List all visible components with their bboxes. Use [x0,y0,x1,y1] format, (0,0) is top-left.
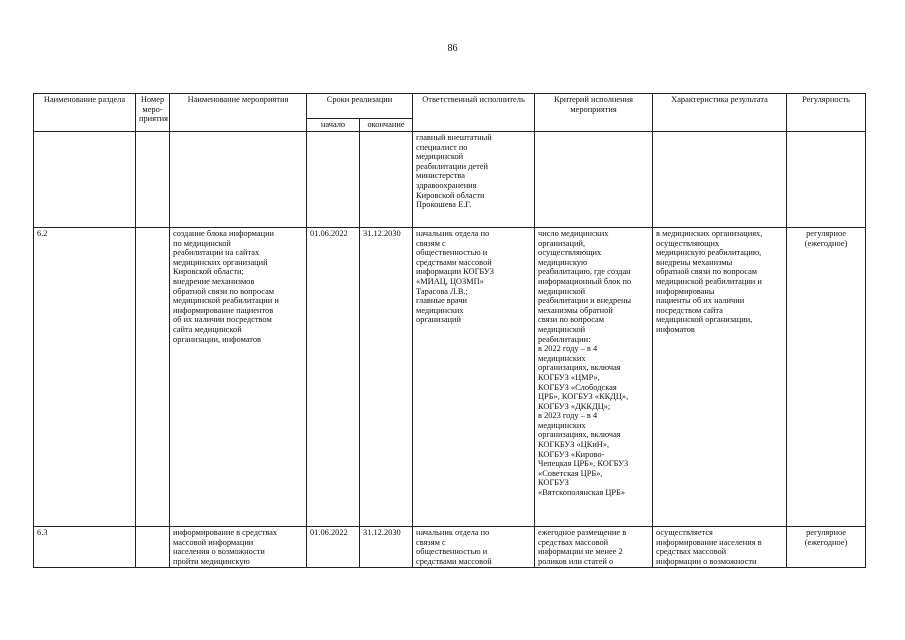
cell-section: 6.3 [34,527,136,568]
cell-start: 01.06.2022 [307,228,360,527]
cell-criterion: ежегодное размещение в средствах массовой информации не менее 2 роликов или статей о [535,527,653,568]
events-table [33,93,866,568]
header-event-name: Наименование мероприятия [170,94,307,132]
header-terms: Сроки реализации [307,94,413,119]
cell-event-name: создание блока информации по медицинской реабилитации на сайтах медицинских организаций Кировской области; внедрение механизмов обратной связи по вопросам медицинской реабилитации и информирование пациентов об их наличии посредством сайта медицинской организации, инфоматов [170,228,307,527]
header-start: начало [307,119,360,132]
cell-criterion [535,132,653,228]
cell-event-name [170,132,307,228]
cell-result: в медицинских организациях, осуществляющих медицинскую реабилитацию, внедрены механизмы обратной связи по вопросам медицинской реабилитации и информированы пациенты об их наличии посредством сайта медицинской организации, инфоматов [653,228,787,527]
cell-number [136,527,170,568]
cell-regularity: регулярное (ежегодное) [787,228,866,527]
cell-regularity [787,132,866,228]
cell-responsible: главный внештатный специалист по медицинской реабилитации детей министерства здравоохранения Кировской области Прокошева Е.Г. [413,132,535,228]
cell-result: осуществляется информирование населения в средствах массовой информации о возможности [653,527,787,568]
cell-event-name: информирование в средствах массовой информации населения о возможности пройти медицинскую [170,527,307,568]
header-end: окончание [360,119,413,132]
cell-regularity: регулярное (ежегодное) [787,527,866,568]
header-section-name: Наименование раздела [34,94,136,132]
table-row [34,228,866,527]
page-number: 86 [447,43,458,54]
cell-end: 31.12.2030 [360,228,413,527]
cell-number [136,228,170,527]
header-event-number: Номер меро-приятия [136,94,170,132]
cell-responsible: начальник отдела по связям с общественностью и средствами массовой [413,527,535,568]
cell-responsible: начальник отдела по связям с общественностью и средствами массовой информации КОГБУЗ «МИАЦ, ЦОЗМП» Тарасова Л.В.; главные врачи медицинских организаций [413,228,535,527]
table-row [34,527,866,568]
cell-section: 6.2 [34,228,136,527]
cell-result [653,132,787,228]
cell-start [307,132,360,228]
cell-end: 31.12.2030 [360,527,413,568]
cell-number [136,132,170,228]
header-row [34,94,866,119]
cell-end [360,132,413,228]
header-regularity: Регулярность [787,94,866,132]
header-responsible: Ответственный исполнитель [413,94,535,132]
cell-start: 01.06.2022 [307,527,360,568]
header-criterion: Критерий исполнения мероприятия [535,94,653,132]
cell-criterion: число медицинских организаций, осуществляющих медицинскую реабилитацию, где создан информационный блок по медицинской реабилитации и внедрены механизмы обратной связи по вопросам медицинской реабилитации: в 2022 году – в 4 медицинских организациях, включая КОГБУЗ «ЦМР», КОГБУЗ «Слободская ЦРБ», КОГБУЗ «ККДЦ», КОГБУЗ «ДККДЦ»; в 2023 году – в 4 медицинских организациях, включая КОГКБУЗ «ЦКиН», КОГБУЗ «Кирово- Чепецкая ЦРБ», КОГБУЗ «Советская ЦРБ», КОГБУЗ «Вятскополянская ЦРБ» [535,228,653,527]
cell-section [34,132,136,228]
table-row [34,132,866,228]
header-result: Характеристика результата [653,94,787,132]
